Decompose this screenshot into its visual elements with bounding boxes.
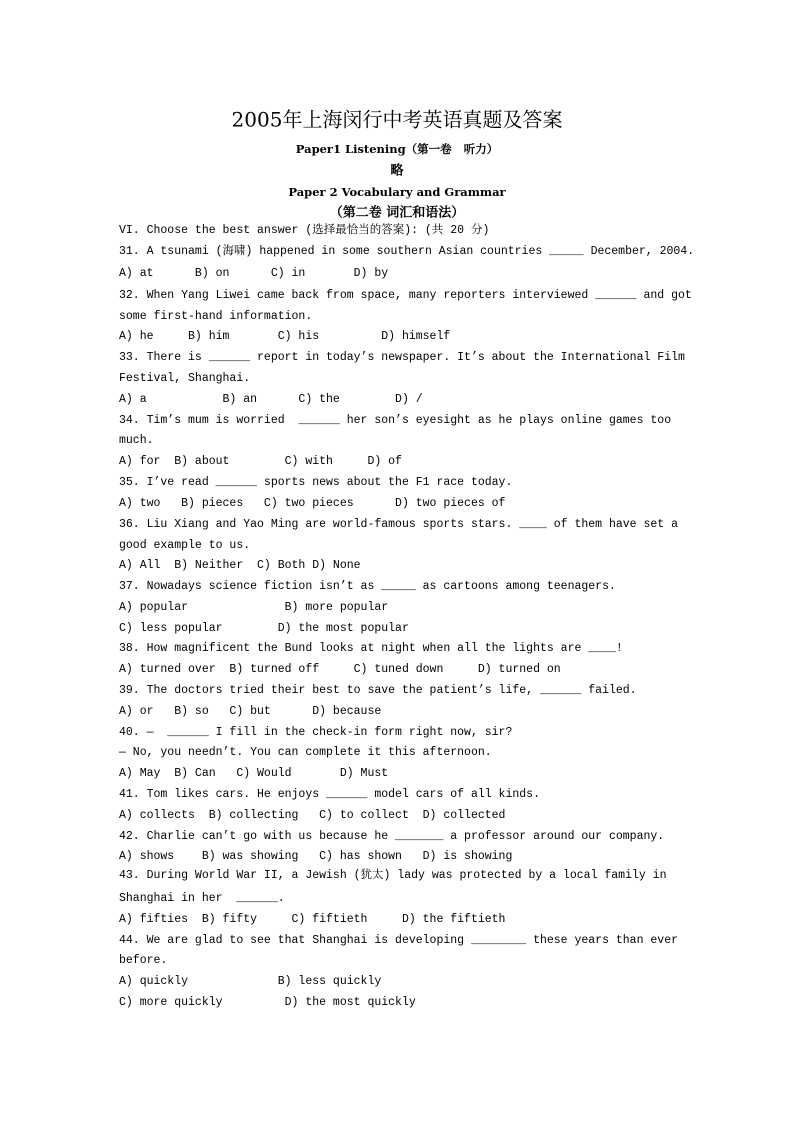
text-line: Festival, Shanghai. [119, 372, 251, 385]
answer-options: C) more quickly D) the most quickly [119, 996, 416, 1009]
answer-options: A) two B) pieces C) two pieces D) two pieces of [119, 497, 506, 510]
question-text: 41. Tom likes cars. He enjoys ______ model cars of all kinds. [119, 788, 540, 801]
question-text: 43. During World War II, a Jewish (犹太) lady was protected by a local family in [119, 869, 667, 882]
answer-options: A) at B) on C) in D) by [119, 267, 389, 280]
question-text: 32. When Yang Liwei came back from space, many reporters interviewed ______ and got [119, 289, 692, 302]
page-title: 2005年上海闵行中考英语真题及答案 [231, 107, 563, 132]
question-text: 38. How magnificent the Bund looks at night when all the lights are ____! [119, 642, 623, 655]
text-line: Shanghai in her ______. [119, 892, 285, 905]
answer-options: A) shows B) was showing C) has shown D) is showing [119, 850, 513, 863]
question-text: 37. Nowadays science fiction isn’t as _____ as cartoons among teenagers. [119, 580, 616, 593]
omitted-note: 略 [390, 163, 404, 179]
question-text: 35. I’ve read ______ sports news about the F1 race today. [119, 476, 513, 489]
text-line: some first-hand information. [119, 310, 313, 323]
text-line: — No, you needn’t. You can complete it this afternoon. [119, 746, 492, 759]
text-line: VI. Choose the best answer (选择最恰当的答案): (共 20 分) [119, 224, 490, 237]
question-text: 44. We are glad to see that Shanghai is developing ________ these years than ever [119, 934, 678, 947]
question-text: 34. Tim’s mum is worried ______ her son’s eyesight as he plays online games too [119, 414, 672, 427]
question-text: 36. Liu Xiang and Yao Ming are world-famous sports stars. ____ of them have set a [119, 518, 678, 531]
question-text: 33. There is ______ report in today’s newspaper. It’s about the International Film [119, 351, 685, 364]
question-text: 31. A tsunami (海啸) happened in some southern Asian countries _____ December, 2004. [119, 245, 695, 258]
question-text: 39. The doctors tried their best to save the patient’s life, ______ failed. [119, 684, 637, 697]
text-line: much. [119, 434, 154, 447]
answer-options: A) he B) him C) his D) himself [119, 330, 451, 343]
answer-options: A) All B) Neither C) Both D) None [119, 559, 361, 572]
answer-options: A) for B) about C) with D) of [119, 455, 402, 468]
question-text: 40. — ______ I fill in the check-in form right now, sir? [119, 726, 513, 739]
answer-options: A) quickly B) less quickly [119, 975, 382, 988]
text-line: good example to us. [119, 539, 251, 552]
paper2-heading: Paper 2 Vocabulary and Grammar [288, 185, 506, 199]
answer-options: A) popular B) more popular [119, 601, 389, 614]
question-text: 42. Charlie can’t go with us because he _______ a professor around our company. [119, 830, 665, 843]
answer-options: A) collects B) collecting C) to collect D) collected [119, 809, 506, 822]
paper2-cn-heading: （第二卷 词汇和语法） [329, 205, 465, 221]
answer-options: A) a B) an C) the D) / [119, 393, 423, 406]
text-line: before. [119, 954, 168, 967]
answer-options: A) turned over B) turned off C) tuned down D) turned on [119, 663, 561, 676]
answer-options: C) less popular D) the most popular [119, 622, 409, 635]
answer-options: A) May B) Can C) Would D) Must [119, 767, 389, 780]
paper1-heading: Paper1 Listening（第一卷 听力） [295, 142, 499, 156]
answer-options: A) fifties B) fifty C) fiftieth D) the fiftieth [119, 913, 506, 926]
answer-options: A) or B) so C) but D) because [119, 705, 382, 718]
